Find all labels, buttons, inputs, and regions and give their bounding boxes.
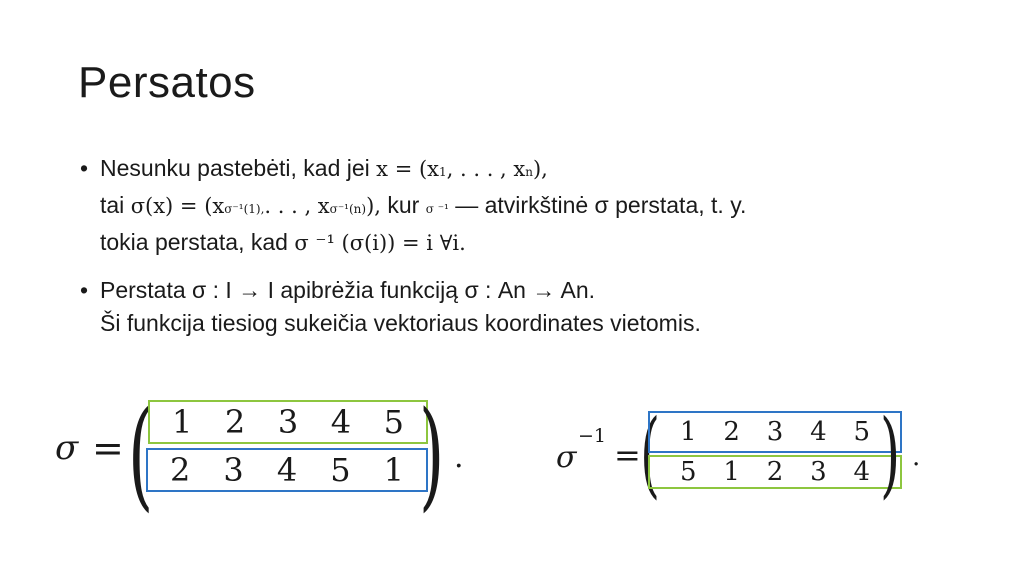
sigma-inverse-period: .: [912, 442, 921, 472]
left-parenthesis: (: [128, 385, 154, 523]
subscript-n: n: [525, 165, 533, 179]
vector-x-math: x = (x: [376, 157, 439, 181]
sigma-symbol: σ: [55, 428, 79, 468]
subscript-sigma-inv-n: σ⁻¹(n): [329, 202, 367, 216]
bullet1-line1-text: Nesunku pastebėti, kad jei: [100, 155, 377, 181]
bullet1-line1: [100, 152, 980, 189]
sigma-bottom-entry-1: 2: [170, 451, 191, 489]
sigma-top-entry-3: 3: [277, 403, 299, 441]
sigma-bottom-entry-4: 5: [330, 451, 351, 489]
vector-x-close: ),: [532, 157, 548, 181]
bullet-item-permutation-function: [80, 274, 980, 340]
bullet1-line2-text-b: kur: [380, 192, 426, 218]
sigma-inverse-bottom-row-box: [648, 455, 902, 489]
sigma-top-entry-4: 4: [330, 403, 352, 441]
sigma-x-math: σ(x) = (x: [130, 194, 225, 218]
sigma-inverse-superscript: −1: [578, 425, 607, 447]
sigma-inverse-bottom-entry-3: 2: [766, 457, 784, 487]
sigma-inverse-top-row-box: [648, 411, 902, 453]
bullet1-line2-text-a: tai: [100, 192, 131, 218]
sigma-bottom-entry-3: 4: [276, 451, 298, 489]
bullet-dot: •: [80, 155, 89, 181]
bullet1-line3-text: tokia perstata, kad: [100, 229, 295, 255]
slide-title: Persatos: [78, 58, 256, 107]
sigma-bottom-entry-2: 3: [223, 451, 244, 489]
subscript-1: 1: [439, 165, 447, 179]
bullet-list: [80, 152, 980, 340]
bullet2-line2: Ši funkcija tiesiog sukeičia vektoriaus koordinates vietomis.: [100, 310, 701, 336]
vector-x-ellipsis: , . . . , x: [446, 157, 526, 181]
sigma-bottom-entry-5: 1: [383, 451, 404, 489]
bullet1-line2-text-c: — atvirkštinė σ perstata, t. y.: [448, 192, 747, 218]
bullet-item-inverse-permutation: [80, 152, 980, 260]
sigma-inverse-top-entry-3: 3: [766, 417, 784, 447]
sigma-inverse-inline: σ ⁻¹: [425, 202, 449, 216]
sigma-top-entry-2: 2: [224, 403, 246, 441]
sigma-inverse-bottom-entry-5: 4: [853, 457, 870, 487]
sigma-inverse-top-entry-4: 4: [810, 417, 827, 447]
sigma-x-close: ),: [366, 194, 381, 218]
sigma-inverse-symbol: σ: [556, 440, 577, 475]
sigma-inverse-bottom-entry-2: 1: [723, 457, 740, 487]
sigma-x-ellipsis: . . . , x: [264, 194, 330, 218]
sigma-inverse-top-entry-1: 1: [680, 417, 697, 447]
sigma-top-entry-5: 5: [383, 403, 404, 441]
equals-sign: =: [614, 436, 641, 474]
sigma-inverse-bottom-entry-4: 3: [810, 457, 827, 487]
left-parenthesis: (: [640, 400, 661, 509]
equals-sign: =: [92, 426, 124, 470]
sigma-top-row-box: [148, 400, 428, 444]
right-parenthesis: ): [419, 385, 445, 523]
sigma-inverse-bottom-entry-1: 5: [680, 457, 697, 487]
bullet-dot: •: [80, 277, 89, 303]
subscript-sigma-inv-1: σ⁻¹(1),: [224, 202, 265, 216]
sigma-bottom-row-box: [146, 448, 428, 492]
bullet2-line1: Perstata σ : I → I apibrėžia funkciją σ : An → An.: [100, 277, 595, 303]
sigma-inverse-top-entry-2: 2: [723, 417, 740, 447]
sigma-inverse-top-entry-5: 5: [853, 417, 870, 447]
bullet1-line3: [100, 226, 980, 260]
identity-condition-math: σ ⁻¹ (σ(i)) = i ∀i.: [294, 231, 466, 255]
right-parenthesis: ): [880, 400, 901, 509]
bullet1-line2: [100, 189, 980, 226]
sigma-top-entry-1: 1: [172, 403, 193, 441]
sigma-period: .: [454, 440, 464, 475]
